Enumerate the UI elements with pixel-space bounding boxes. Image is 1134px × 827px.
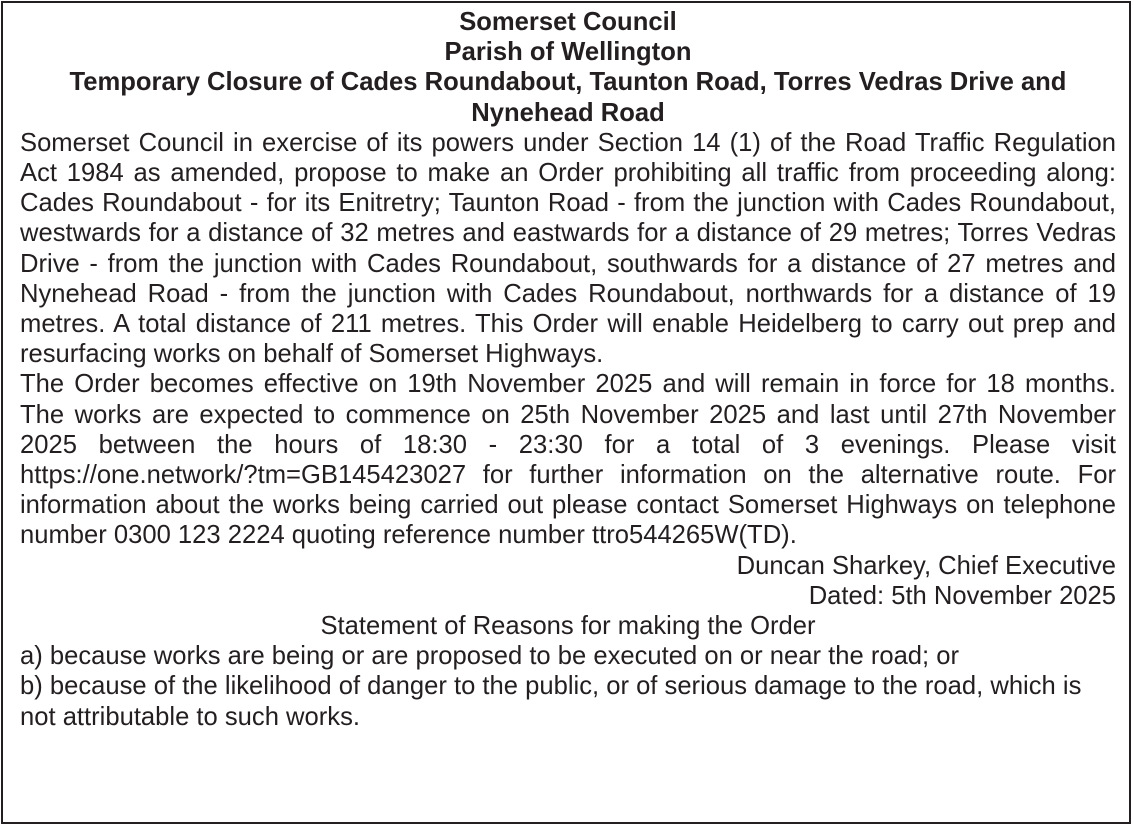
public-notice [1, 1, 1131, 824]
reason-a: a) because works are being or are proposed to be executed on or near the road; or [20, 642, 960, 671]
notice-title: Temporary Closure of Cades Roundabout, Taunton Road, Torres Vedras Drive and Nynehead Road [69, 68, 1067, 127]
reasons-heading: Statement of Reasons for making the Order [320, 612, 816, 641]
council-name: Somerset Council [459, 8, 677, 36]
notice-content [20, 7, 1116, 732]
reason-b: b) because of the likelihood of danger to the public, or of serious damage to the road, which is not attributable to such works. [20, 672, 1082, 731]
date-line: Dated: 5th November 2025 [808, 581, 1116, 610]
parish-name: Parish of Wellington [444, 38, 692, 67]
order-description-paragraph: Somerset Council in exercise of its powers under Section 14 (1) of the Road Traffic Regulation Act 1984 as amended, propose to make an Order prohibiting all traffic from proceeding along: Cades Roundabout - for its Enitretry; Taunton Road - from the junction with Cades Roundabout, westwards for a distance of 32 metres and eastwards for a distance of 29 metres; Torres Vedras Drive - from the junction with Cades Roundabout, southwards for a distance of 27 metres and Nynehead Road - from the junction with Cades Roundabout, northwards for a distance of 19 metres. A total distance of 211 metres. This Order will enable Heidelberg to carry out prep and resurfacing works on behalf of Somerset Highways. [20, 128, 1116, 369]
signatory-name: Duncan Sharkey, Chief Executive [736, 551, 1116, 580]
order-details-paragraph: The Order becomes effective on 19th November 2025 and will remain in force for 18 months. The works are expected to commence on 25th November 2025 and last until 27th November 2025 between the hours of 18:30 - 23:30 for a total of 3 evenings. Please visit https://one.network/?tm=GB145423027 for further information on the alternative route. For information about the works being carried out please contact Somerset Highways on telephone number 0300 123 2224 quoting reference number ttro544265W(TD). [20, 370, 1116, 550]
